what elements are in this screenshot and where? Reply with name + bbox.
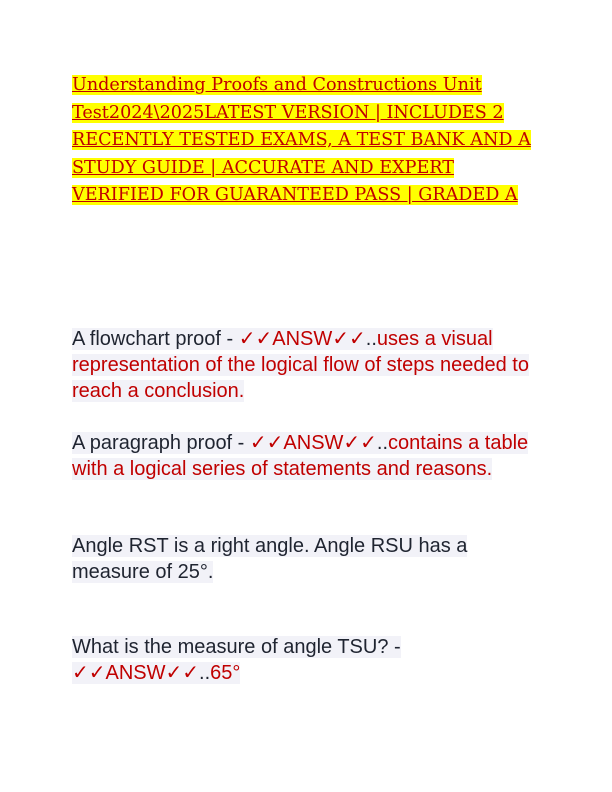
question-text: A flowchart proof - <box>72 328 239 350</box>
answer-marker: ✓✓ANSW✓✓ <box>72 662 200 684</box>
answer-separator: .. <box>376 432 389 454</box>
answer-text: uses a visual representation of the logical flow of steps needed to reach a conclusion. <box>72 328 529 402</box>
qa-item-flowchart-proof <box>72 326 542 404</box>
qa-item-paragraph-proof <box>72 430 542 482</box>
question-text: A paragraph proof - <box>72 432 250 454</box>
question-text: What is the measure of angle TSU? - <box>72 636 401 658</box>
qa-item-angle-tsu <box>72 634 542 686</box>
document-title-text: Understanding Proofs and Constructions Unit Test2024\2025LATEST VERSION | INCLUDES 2 RECENTLY TESTED EXAMS, A TEST BANK AND A STUDY GUIDE | ACCURATE AND EXPERT VERIFIED FOR GUARANTEED PASS | GRADED A <box>72 75 531 205</box>
answer-marker: ✓✓ANSW✓✓ <box>249 432 377 454</box>
question-text: Angle RST is a right angle. Angle RSU has a measure of 25°. <box>72 535 468 583</box>
document-title <box>72 72 542 210</box>
answer-separator: .. <box>365 328 377 350</box>
answer-text: 65° <box>210 662 241 684</box>
qa-item-angle-rst <box>72 533 542 585</box>
answer-separator: .. <box>199 662 211 684</box>
answer-text: contains a table with a logical series of statements and reasons. <box>72 432 529 480</box>
answer-marker: ✓✓ANSW✓✓ <box>238 328 366 350</box>
